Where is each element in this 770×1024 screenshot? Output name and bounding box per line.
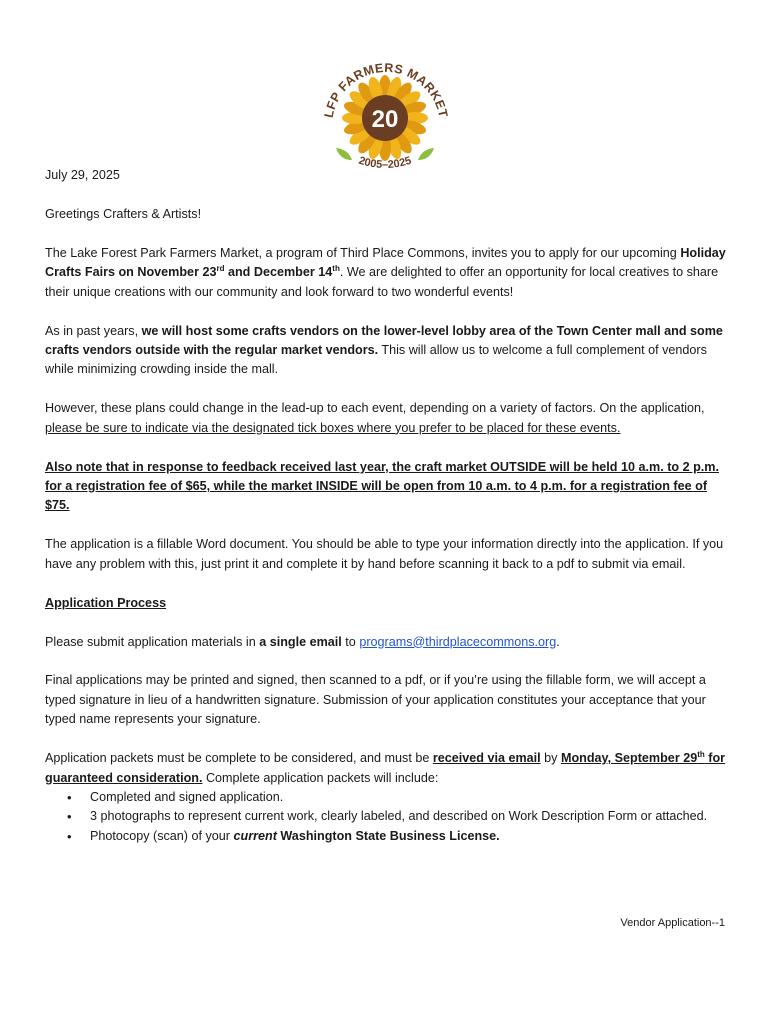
letter-greeting: Greetings Crafters & Artists!: [45, 206, 202, 221]
list-item: • Completed and signed application.: [90, 788, 735, 807]
page-footer: Vendor Application--1: [620, 917, 725, 929]
requirements-list: [45, 788, 735, 846]
paragraph-plans: However, these plans could change in the lead-up to each event, depending on a variety of factors. On the application, please be sure to indicate via the designated tick boxes where you prefer to be placed for these events.: [45, 401, 705, 435]
paragraph-submit: Please submit application materials in a single email to programs@thirdplacecommons.org.: [45, 634, 560, 649]
anniversary-number: 20: [371, 106, 399, 133]
logo-arc-text: LFP FARMERS MARKET: [321, 60, 451, 119]
paragraph-deadline: Application packets must be complete to be considered, and must be received via email by Monday, September 29th for guaranteed consideration. Complete application packets will include:: [45, 750, 726, 785]
leaf-right-icon: [418, 148, 434, 160]
heading-application-process: Application Process: [45, 595, 167, 610]
logo-years: 2005–2025: [357, 154, 413, 171]
paragraph-vendor-locations: As in past years, we will host some crafts vendors on the lower-level lobby area of the Town Center mall and some crafts vendors outside with the regular market vendors. This will allow us to welcome a full complement of vendors while minimizing crowding inside the mall.: [45, 323, 723, 377]
list-item: • Photocopy (scan) of your current Washington State Business License.: [90, 827, 735, 846]
email-link[interactable]: programs@thirdplacecommons.org: [359, 634, 557, 649]
lfp-farmers-market-logo: [312, 48, 458, 178]
paragraph-invitation: The Lake Forest Park Farmers Market, a program of Third Place Commons, invites you to apply for our upcoming Holiday Crafts Fairs on November 23rd and December 14th. We are delighted to offer an opportunity for local creatives to share their unique creations with our community and look forward to two wonderful events!: [45, 245, 726, 299]
letter-date: July 29, 2025: [45, 168, 120, 182]
list-item: • 3 photographs to represent current work, clearly labeled, and described on Work Description Form or attached.: [90, 807, 735, 826]
paragraph-signature: Final applications may be printed and signed, then scanned to a pdf, or if you’re using the fillable form, we will accept a typed signature in lieu of a handwritten signature. Submission of your application constitutes your acceptance that your typed name represents your signature.: [45, 673, 706, 727]
paragraph-fees: Also note that in response to feedback received last year, the craft market OUTSIDE will be held 10 a.m. to 2 p.m. for a registration fee of $65, while the market INSIDE will be open from 10 a.m. to 4 p.m. for a registration fee of $75.: [45, 459, 719, 513]
letter-body: [45, 166, 735, 846]
paragraph-fillable-form: The application is a fillable Word document. You should be able to type your information directly into the application. If you have any problem with this, just print it and complete it by hand before scanning it back to a pdf to submit via email.: [45, 537, 724, 571]
leaf-left-icon: [336, 148, 352, 160]
